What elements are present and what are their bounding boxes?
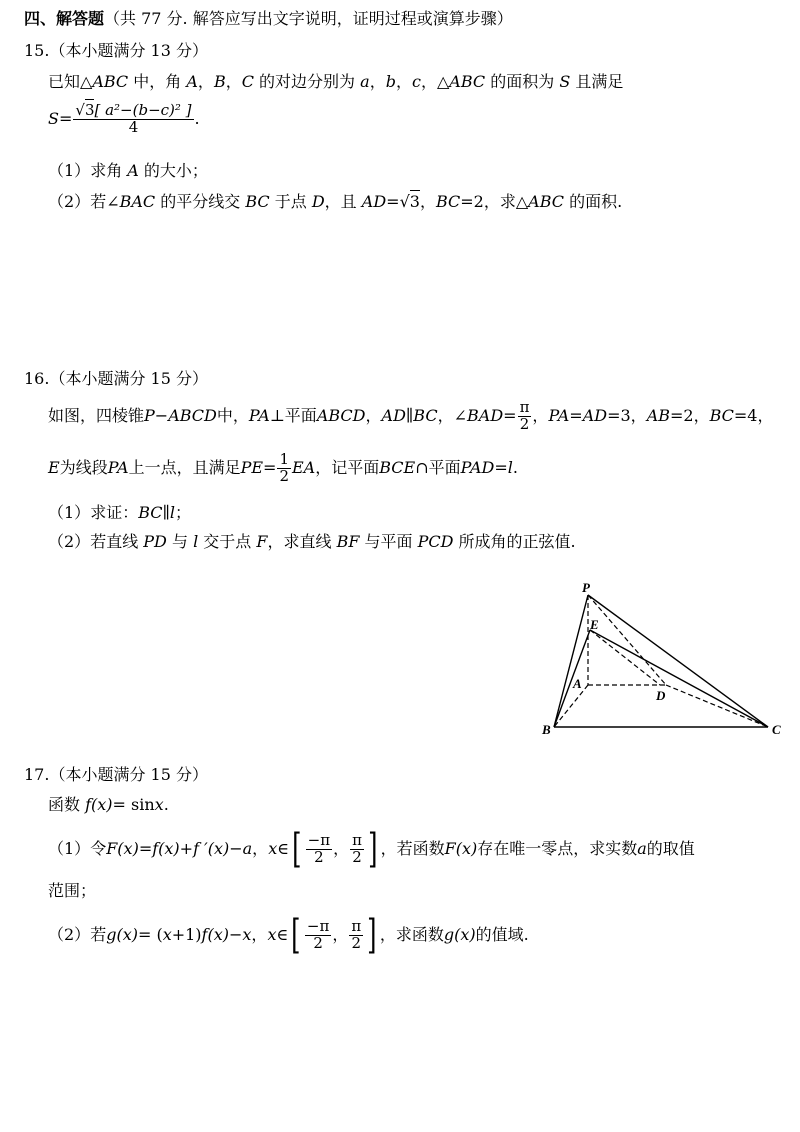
q15-var: ABC [92,72,129,91]
part-text: +1) [171,925,202,944]
stem-var: AD∥BC [381,406,438,426]
q15-var: ABC [449,72,486,91]
part-text: 求角 [90,161,128,180]
part-text: ， [252,839,269,858]
part-text: = ( [137,925,163,944]
formula-bracket: [ a²−(b−c)² ] [94,101,192,119]
part-text: 令 [90,839,107,858]
part-text: 的值域. [475,925,529,944]
part-var: x [267,925,277,944]
part-var: f(x) [201,925,229,944]
stem-var: PE [240,458,264,478]
right-bracket: ] [367,912,377,958]
formula-denominator: 4 [128,117,139,136]
q16-part2 [48,534,576,550]
part-var: g(x) [106,925,138,944]
left-bracket: [ [291,912,301,958]
one-half-fraction [277,452,291,485]
q15-stem-text: 的面积为 [485,72,560,91]
fraction-denominator: 2 [351,933,362,952]
formula-numerator: √3[ a²−(b−c)² ] [75,101,192,119]
stem-text: = [503,406,517,426]
stem-text: 函数 [48,795,86,814]
stem-text: ，∠ [437,406,468,426]
part-var: F [256,532,268,551]
stem-var: P−ABCD [144,406,217,426]
label-b: B [542,722,551,737]
fraction-numerator: −π [307,830,331,849]
stem-text: = sin [112,795,155,814]
part-text: + [179,839,194,858]
stem-text: 为线段 [59,458,108,478]
part-text: 的取值 [646,839,695,858]
q15-var: B [213,72,226,91]
part-text: 求证： [90,503,139,522]
part-text: = [386,192,400,211]
label-p: P [582,582,590,595]
fraction-numerator: π [352,830,362,849]
left-bracket: [ [292,826,302,872]
part-text: 所成角的正弦值. [453,532,576,551]
q16-line2 [48,452,518,485]
stem-var: PAD [460,458,495,478]
pi-over-2 [349,916,363,952]
q17-header: 17.（本小题满分 15 分） [24,765,208,784]
part-text: 若∠ [90,192,120,211]
part-text: 的大小； [138,161,208,180]
stem-text: = [263,458,277,478]
stem-text: 中， [216,406,249,426]
part-text: ，若函数 [380,839,445,858]
part-var: x [242,925,252,944]
stem-var: AD [582,406,608,426]
stem-text: . [512,458,518,478]
part-label: （1） [48,161,91,180]
part-var: f(x) [152,839,180,858]
q15-var: b [385,72,396,91]
part-var: x [162,925,172,944]
q15-var: C [241,72,254,91]
right-bracket: ] [368,826,378,872]
part-label: （2） [48,192,91,211]
interval-neg-pi-2-pi-2 [289,826,381,872]
part-var: a [637,839,647,858]
edge-pc [588,595,768,727]
fraction-numerator: 1 [279,450,289,468]
fraction-denominator: 2 [519,414,530,433]
q15-var: A [186,72,198,91]
fraction-denominator: 2 [352,847,362,866]
part-var: l [193,532,199,551]
part-text: ，且 [324,192,362,211]
q15-sep: ， [197,72,214,91]
label-a: A [573,676,582,691]
part-text: = [138,839,153,858]
part-text: 存在唯一零点，求实数 [477,839,638,858]
q15-var: a [360,72,370,91]
q17-part1-wrap: 范围； [48,881,97,900]
part-var: BF [336,532,360,551]
part-text: − [228,925,243,944]
q15-formula [48,103,200,136]
stem-var: l [507,458,513,478]
section-title: 四、解答题 [24,9,105,28]
stem-var: ABCD [316,406,366,426]
fraction-numerator: π [519,398,530,416]
pi-over-2 [350,830,364,866]
part-text: 与 [166,532,194,551]
q15-stem-text: 中，角 [128,72,187,91]
part-var: D [311,192,325,211]
part-text: 若直线 [90,532,144,551]
part-text: ∈ [277,839,290,858]
q15-stem-text: ，△ [420,72,450,91]
q15-var: c [411,72,421,91]
stem-var: PA [548,406,570,426]
sqrt-radicand: 3 [409,192,420,211]
part-var: g(x) [443,925,476,944]
part-text: − [229,839,243,858]
stem-text: ， [532,406,549,426]
interval-neg-pi-2-pi-2 [288,912,380,958]
part-text: ， [419,192,436,211]
pyramid-figure [540,582,790,740]
fraction-numerator: π [351,916,362,935]
stem-text: . [163,795,169,814]
part-text: 与平面 [359,532,418,551]
q15-stem-text: 且满足 [570,72,624,91]
fraction-denominator: 2 [313,933,323,952]
part-var: PD [143,532,167,551]
neg-pi-over-2 [306,830,332,866]
part-var: a [242,839,253,858]
part-var: PCD [417,532,454,551]
formula-fraction [73,103,193,136]
part-var: F(x) [106,839,139,858]
stem-var: EA [291,458,316,478]
part-text: 的面积. [564,192,623,211]
stem-var: E [48,458,60,478]
part-var: BAC [119,192,156,211]
edge-eb [554,630,590,727]
q15-part1 [48,163,208,179]
label-d: D [656,688,666,703]
label-e: E [590,617,599,632]
q15-stem-text: 的对边分别为 [253,72,361,91]
q15-part2: （2）若∠BAC 的平分线交 BC 于点 D，且 AD=√3，BC=2，求△ABC 的面积. [48,192,623,211]
fraction-denominator: 2 [279,466,289,485]
fraction-numerator: −π [306,916,330,935]
q15-header: 15.（本小题满分 13 分） [24,41,208,60]
part-text: 若 [90,925,107,944]
q16-part1 [48,505,191,521]
q16-header: 16.（本小题满分 15 分） [24,369,208,388]
edge-dc [666,685,768,727]
neg-pi-over-2 [305,916,331,952]
q15-var: S [559,72,571,91]
part-var: ABC [528,192,565,211]
stem-var: BCE [379,458,416,478]
part-label: （1） [48,839,91,858]
part-text: 于点 [269,192,312,211]
stem-text: = [569,406,583,426]
formula-lhs: S= [48,109,73,129]
sqrt-radicand: 3 [84,101,95,119]
part-var: A [127,161,139,180]
part-var: BC [245,192,270,211]
edge-pd [588,595,666,685]
stem-var: x [154,795,164,814]
section-note: （共 77 分. 解答应写出文字说明，证明过程或演算步骤） [104,9,513,28]
q15-stem [48,74,623,90]
part-var: BC [435,192,461,211]
stem-text: =4， [733,406,774,426]
edge-pb [554,595,588,727]
formula-end: . [194,109,200,129]
part-label: （1） [48,503,91,522]
stem-text: =3， [607,406,647,426]
section-header [24,11,513,27]
interval-comma: ， [332,925,349,944]
q16-line1 [48,400,773,433]
stem-var: PA [248,406,270,426]
part-var: AD [361,192,387,211]
q15-stem-text: 已知△ [48,72,93,91]
stem-var: AB [646,406,670,426]
part-text: ， [251,925,268,944]
stem-text: ∩平面 [415,458,461,478]
stem-text: 如图，四棱锥 [48,406,145,426]
part-text: ； [175,503,192,522]
part-label: （2） [48,925,91,944]
label-c: C [772,722,781,737]
part-text: 的平分线交 [155,192,246,211]
stem-text: = [494,458,508,478]
stem-var: PA [107,458,129,478]
part-text: ，求直线 [267,532,337,551]
edge-ec [590,630,768,727]
part-text: 交于点 [198,532,257,551]
pi-over-2-fraction [518,400,532,433]
q15-sep: ， [395,72,412,91]
q17-part2 [48,912,529,958]
part-text: ∈ [276,925,289,944]
stem-text: ，记平面 [315,458,380,478]
q15-sep: ， [225,72,242,91]
q17-intro [48,797,169,813]
stem-text: =2， [670,406,710,426]
part-var: f ′(x) [193,839,230,858]
stem-var: BC [709,406,734,426]
part-var: x [268,839,278,858]
stem-text: ， [365,406,382,426]
stem-text: 上一点，且满足 [128,458,241,478]
q15-sep: ， [369,72,386,91]
part-text: ，求函数 [379,925,444,944]
fraction-denominator: 2 [314,847,324,866]
stem-text: ⊥平面 [269,406,317,426]
q17-part1 [48,826,695,872]
part-label: （2） [48,532,91,551]
part-text: =2，求△ [460,192,529,211]
interval-comma: ， [333,839,350,858]
stem-var: BAD [467,406,504,426]
stem-var: f(x) [85,795,113,814]
part-var: F(x) [444,839,478,858]
part-var: BC∥l [138,503,176,522]
